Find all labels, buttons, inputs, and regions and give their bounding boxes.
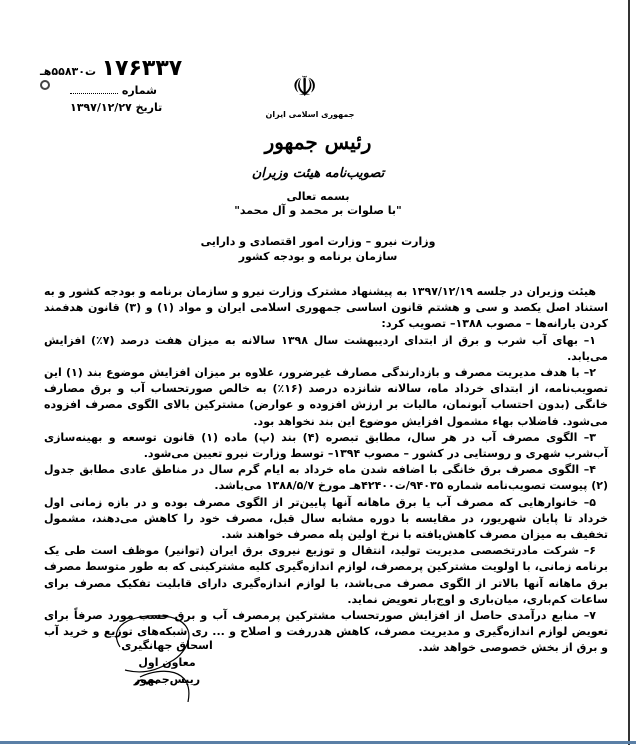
salawat: "با صلوات بر محمد و آل محمد" bbox=[234, 204, 402, 217]
letter-number-big: ۱۷۶۳۳۷ bbox=[101, 56, 183, 81]
office-title: رئیس جمهور bbox=[264, 130, 372, 154]
number-dots bbox=[70, 93, 118, 94]
page-bottom-border bbox=[0, 741, 636, 744]
clause-2: ۲– با هدف مدیریت مصرف و بازدارندگی مصارف غیرضرور، علاوه بر میزان افزایش موضوع بند (۱) این تصویب‌نامه، از ابتدای خرداد ماه، سالانه شانزده درصد (۱۶٪) به خالص صورتحساب آب و برق مصارف خانگی (بدون احتساب آبونمان، مالیات بر ارزش افزوده و عوارض) مشترکین بالای الگوی مصرف افزوده می‌شود. فاضلاب بهاء مشمول افزایش موضوع این بند نخواهد بود. bbox=[44, 366, 608, 428]
clause-4: ۴– الگوی مصرف برق خانگی با اضافه شدن ماه خرداد به ایام گرم سال در مناطق عادی مطابق جدول (۲) پیوست تصویب‌نامه شماره ۹۴۰۳۵/ت۴۲۴۰۰هـ مورخ ۱۳۸۸/۵/۷ می‌باشد. bbox=[44, 463, 608, 493]
number-label: شماره bbox=[121, 84, 157, 97]
clause-7: ۷– منابع درآمدی حاصل از افزایش صورتحساب مشترکین پرمصرف آب و برق حسب مورد صرفاً برای تعویض لوازم اندازه‌گیری و مدیریت مصرف، کاهش هدررفت و اصلاح و ... ری شبکه‌های توزیع و خرید آب و برق از بخش خصوصی خواهد شد. bbox=[44, 609, 608, 655]
decree-body bbox=[44, 284, 608, 657]
date-label: تاریخ bbox=[135, 101, 163, 114]
recipient-1: وزارت نیرو – وزارت امور اقتصادی و دارایی bbox=[200, 235, 436, 248]
page-right-border bbox=[628, 0, 630, 745]
signer-title: معاون اول رییس‌جمهور bbox=[133, 656, 201, 686]
clause-6: ۶– شرکت مادرتخصصی مدیریت تولید، انتقال و توزیع نیروی برق ایران (توانیر) موظف است طی یک برنامه زمانی، با اولویت مشترکین پرمصرف، لوازم اندازه‌گیری کلیه مشترکینی که به طور متوسط مصرف برق ماهانه آنها بالاتر از الگوی مصرف می‌باشد، با لوازم اندازه‌گیری دارای قابلیت تفکیک مصرف برای ساعات کم‌باری، میان‌باری و اوج‌بار تعویض نماید. bbox=[44, 544, 608, 606]
recipient-2: سازمان برنامه و بودجه کشور bbox=[238, 250, 398, 263]
bismillah: بسمه تعالی bbox=[286, 190, 350, 203]
clause-1: ۱– بهای آب شرب و برق از ابتدای اردیبهشت سال ۱۳۹۸ سالانه به میزان هفت درصد (۷٪) افزایش می‌یابد. bbox=[44, 333, 608, 363]
date-value: ۱۳۹۷/۱۲/۲۷ bbox=[70, 101, 132, 114]
emblem-caption: جمهوری اسلامی ایران bbox=[265, 110, 355, 119]
signature-block bbox=[112, 637, 222, 688]
preamble: هیئت وزیران در جلسه ۱۳۹۷/۱۲/۱۹ به پیشنهاد مشترک وزارت نیرو و سازمان برنامه و بودجه کشور و به استناد اصل یکصد و سی و هشتم قانون اساسی جمهوری اسلامی ایران و مواد (۱) و (۳) قانون هدفمند کردن یارانه‌ها – مصوب ۱۳۸۸– تصویب کرد: bbox=[44, 285, 608, 331]
iran-emblem-icon: ☫ bbox=[292, 70, 318, 103]
number-field bbox=[70, 84, 157, 97]
letter-number-small: ت۵۵۸۳۰هـ bbox=[40, 65, 97, 78]
clause-5: ۵– خانوارهایی که مصرف آب یا برق ماهانه آنها پایین‌تر از الگوی مصرف بوده و در بازه زمانی اول خرداد تا پایان شهریور، در مقایسه با دوره مشابه سال قبل، مصرف خود را کاهش می‌دهند، مشمول تخفیف به میزان مصرف کاهش‌یافته با نرخ اولین پله مصرف خواهند شد. bbox=[44, 495, 608, 542]
subtitle: تصویب‌نامه هیئت وزیران bbox=[251, 166, 385, 181]
letter-number bbox=[40, 56, 182, 81]
clause-3: ۳– الگوی مصرف آب در هر سال، مطابق تبصره (۴) بند (پ) ماده (۱) قانون توسعه و بهینه‌سازی آب‌شرب شهری و روستایی در کشور – مصوب ۱۳۹۴– توسط وزارت نیرو تعیین می‌شود. bbox=[44, 430, 608, 461]
signer-name: اسحاق جهانگیری bbox=[121, 639, 213, 652]
stamp-icon bbox=[40, 80, 50, 90]
